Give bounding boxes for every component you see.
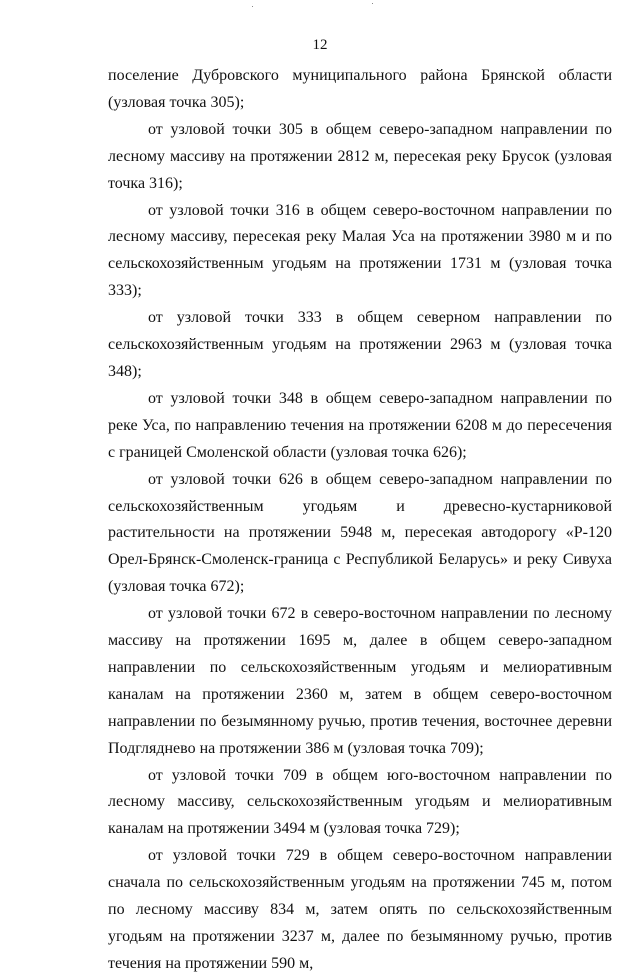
paragraph-3: от узловой точки 316 в общем северо-восточном направлении по лесному массиву, пересекая реку Малая Уса на протяжении 3980 м и по сельскохозяйственным угодьям на протяжении 1731 м (узловая точка 333);: [108, 201, 612, 300]
paragraph-9: от узловой точки 729 в общем северо-восточном направлении сначала по сельскохозяйственным угодьям на протяжении 745 м, потом по лесному массиву 834 м, затем опять по сельскохозяйственным угодьям на протяжении 3237 м, далее по безымянному ручью, против течения на протяжении 590 м,: [108, 847, 612, 972]
paragraph-1: поселение Дубровского муниципального района Брянской области (узловая точка 305);: [108, 67, 612, 111]
scan-speck: [372, 3, 373, 4]
paragraph-6: от узловой точки 626 в общем северо-западном направлении по сельскохозяйственным угодьям и древесно-кустарниковой растительности на протяжении 5948 м, пересекая автодорогу «Р-120 Орел-Брянск-Смоленск-граница с Республикой Беларусь» и реку Сивуха (узловая точка 672);: [108, 470, 612, 596]
paragraph-4: от узловой точки 333 в общем северном направлении по сельскохозяйственным угодьям на протяжении 2963 м (узловая точка 348);: [108, 309, 612, 380]
paragraph-7: от узловой точки 672 в северо-восточном направлении по лесному массиву на протяжении 1695 м, далее в общем северо-западном направлении по сельскохозяйственным угодьям и мелиоративным каналам на протяжении 2360 м, затем в общем северо-восточном направлении по безымянному ручью, против течения, восточнее деревни Подгляднево на протяжении 386 м (узловая точка 709);: [108, 605, 612, 757]
document-body: [108, 63, 612, 978]
paragraph-8: от узловой точки 709 в общем юго-восточном направлении по лесному массиву, сельскохозяйственным угодьям и мелиоративным каналам на протяжении 3494 м (узловая точка 729);: [108, 766, 612, 838]
paragraph-2: от узловой точки 305 в общем северо-западном направлении по лесному массиву на протяжении 2812 м, пересекая реку Брусок (узловая точка 316);: [108, 120, 612, 192]
scan-speck: [252, 6, 253, 7]
page-number: 12: [312, 37, 328, 53]
paragraph-5: от узловой точки 348 в общем северо-западном направлении по реке Уса, по направлению течения на протяжении 6208 м до пересечения с границей Смоленской области (узловая точка 626);: [108, 389, 612, 461]
